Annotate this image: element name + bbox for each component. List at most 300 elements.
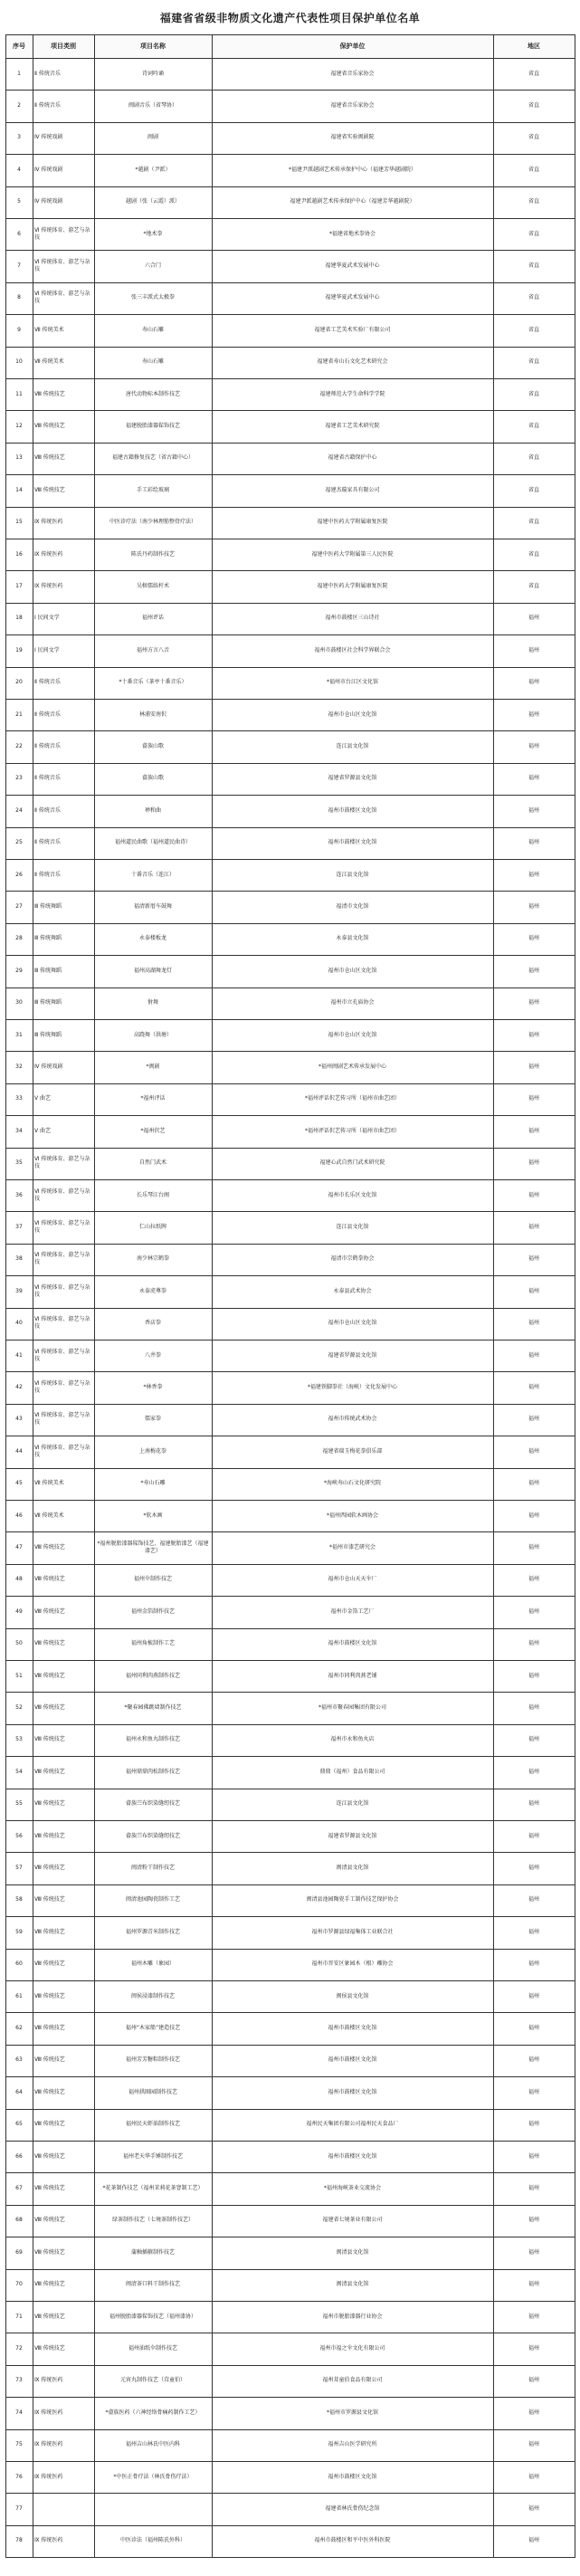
cell-category: Ⅷ 传统技艺 (34, 1800, 65, 1808)
cell-project-name: *闽剧 (146, 1064, 160, 1071)
cell-category: Ⅵ 传统体育、游艺与杂技 (34, 1156, 90, 1170)
cell-category: Ⅸ 传统医药 (34, 550, 63, 558)
cell-project-name: 越剧（张（云霞）派） (125, 198, 180, 205)
row-divider (5, 987, 575, 988)
cell-category: Ⅷ 传统技艺 (34, 1832, 65, 1839)
cell-protection-unit: 福州市鼓楼区文化馆 (328, 1640, 377, 1647)
cell-serial-number: 72 (15, 2345, 23, 2352)
cell-serial-number: 77 (15, 2505, 23, 2513)
cell-protection-unit: 福州市鼓楼区和平中医外科医院 (314, 2537, 391, 2544)
cell-protection-unit: 福建省罗源县文化馆 (328, 1351, 377, 1359)
row-divider (5, 1628, 575, 1629)
cell-project-name: 八井拳 (144, 1351, 161, 1359)
cell-serial-number: 25 (15, 839, 23, 846)
cell-category: Ⅴ 曲艺 (34, 1095, 52, 1102)
cell-category: Ⅷ 传统技艺 (34, 1896, 65, 1903)
cell-project-name: 福州罗源青米制作技艺 (125, 1928, 180, 1935)
cell-category: Ⅷ 传统技艺 (34, 2056, 65, 2064)
header-category: 项目类别 (33, 34, 94, 58)
row-divider (5, 1596, 575, 1597)
cell-serial-number: 9 (17, 326, 21, 333)
cell-project-name: *聚春园佛跳墙制作技艺 (124, 1704, 182, 1712)
cell-region: 省直 (528, 198, 539, 205)
cell-project-name: 畲族苎布织染缝纫技艺 (125, 1832, 180, 1839)
column-divider (493, 34, 494, 2557)
cell-serial-number: 45 (15, 1480, 23, 1487)
cell-category: Ⅶ 传统美术 (34, 358, 64, 366)
cell-serial-number: 30 (15, 999, 23, 1007)
cell-protection-unit: 永泰县武术协会 (333, 1287, 372, 1294)
cell-serial-number: 26 (15, 871, 23, 878)
cell-region: 福州 (528, 2505, 539, 2513)
cell-category: Ⅶ 传统美术 (34, 1512, 64, 1519)
cell-category: Ⅷ 传统技艺 (34, 2313, 65, 2320)
cell-protection-unit: 福州市鼓楼区三山诗社 (325, 615, 380, 622)
cell-serial-number: 38 (15, 1255, 23, 1263)
cell-serial-number: 12 (15, 423, 23, 430)
cell-category: Ⅱ 传统音乐 (34, 711, 61, 718)
cell-protection-unit: 福建中医药大学附属康复医院 (317, 583, 388, 590)
cell-serial-number: 71 (15, 2313, 23, 2320)
cell-protection-unit: *福州评话伬艺传习所（福州市曲艺团） (304, 1095, 400, 1102)
cell-region: 福州 (528, 1255, 539, 1263)
cell-category: Ⅷ 传统技艺 (34, 1672, 65, 1679)
cell-serial-number: 60 (15, 1961, 23, 1968)
row-divider (5, 2525, 575, 2526)
cell-serial-number: 66 (15, 2152, 23, 2160)
cell-project-name: 福州脱胎漆器髹饰技艺（福州漆协） (109, 2313, 196, 2320)
cell-region: 福州 (528, 1095, 539, 1102)
cell-category (33, 2493, 94, 2524)
cell-protection-unit: 福建心武自然门武术研究院 (319, 1159, 385, 1167)
cell-serial-number: 44 (15, 1447, 23, 1455)
cell-category: Ⅵ 传统体育、游艺与杂技 (34, 1412, 90, 1426)
cell-category: Ⅳ 传统戏剧 (34, 198, 63, 205)
cell-serial-number: 47 (15, 1544, 23, 1551)
cell-protection-unit: 福州市鼓楼区文化馆 (328, 2152, 377, 2160)
cell-protection-unit: 福建省实验闽剧院 (330, 134, 375, 141)
cell-category: Ⅱ 传统音乐 (34, 70, 61, 77)
cell-serial-number: 68 (15, 2217, 23, 2224)
column-divider (94, 34, 95, 2557)
cell-category: Ⅷ 传统技艺 (34, 2185, 65, 2192)
cell-category: Ⅵ 传统体育、游艺与杂技 (34, 1252, 90, 1266)
cell-project-name: 福州芳芳糖粽制作技艺 (125, 2056, 180, 2064)
cell-region: 福州 (528, 1640, 539, 1647)
cell-protection-unit: 福清市文化馆 (336, 903, 369, 911)
cell-region: 福州 (528, 2025, 539, 2032)
cell-serial-number: 57 (15, 1865, 23, 1872)
cell-serial-number: 41 (15, 1351, 23, 1359)
cell-region: 省直 (528, 230, 539, 237)
cell-protection-unit: 福州市鼓楼区文化馆 (328, 2025, 377, 2032)
cell-region: 福州 (528, 1031, 539, 1038)
cell-protection-unit: 福州茸童伯食品有限公司 (322, 2377, 383, 2384)
cell-protection-unit: *福州市台江区文化馆 (326, 679, 378, 686)
cell-protection-unit: 福州民天集团有限公司福州民天食品厂 (306, 2121, 399, 2128)
row-divider (5, 955, 575, 956)
cell-category: Ⅰ 民间文学 (34, 646, 60, 654)
row-divider (5, 443, 575, 444)
cell-protection-unit: 福州市同利肉燕老铺 (328, 1672, 377, 1679)
row-divider (5, 699, 575, 700)
cell-category: Ⅵ 传统体育、游艺与杂技 (34, 1444, 90, 1458)
cell-region: 省直 (528, 390, 539, 397)
cell-serial-number: 11 (15, 390, 23, 397)
cell-region: 省直 (528, 423, 539, 430)
cell-region: 福州 (528, 1064, 539, 1071)
cell-project-name: 唐代动物标本制作技艺 (125, 390, 180, 397)
row-divider (5, 1692, 575, 1693)
cell-project-name: 福州民天虾油制作技艺 (125, 2121, 180, 2128)
row-divider (5, 923, 575, 924)
cell-project-name: 南少林宗鹤拳 (136, 1255, 169, 1263)
cell-category: Ⅷ 传统技艺 (34, 2121, 65, 2128)
cell-region: 福州 (528, 2152, 539, 2160)
cell-project-name: 林浦安南伬 (138, 711, 166, 718)
cell-protection-unit: *海峡寿山石文化研究院 (323, 1480, 381, 1487)
cell-project-name: 蒲釉插箍制作技艺 (130, 2248, 175, 2256)
cell-region: 福州 (528, 935, 539, 942)
cell-protection-unit: 福州市传统武术协会 (328, 1416, 377, 1423)
cell-project-name: 畲族山歌 (141, 743, 164, 750)
cell-protection-unit: 福建师范大学生命科学学院 (319, 390, 385, 397)
cell-region: 福州 (528, 2056, 539, 2064)
cell-serial-number: 27 (15, 903, 23, 911)
cell-region: 福州 (528, 1512, 539, 1519)
cell-protection-unit: 福建尹派越剧艺术传承保护中心（福建芳华越剧院） (290, 198, 415, 205)
cell-protection-unit: *福建省地术拳协会 (328, 230, 376, 237)
row-divider (5, 2045, 575, 2046)
cell-serial-number: 31 (15, 1031, 23, 1038)
cell-protection-unit: *福州市漆艺研究会 (328, 1544, 376, 1551)
cell-protection-unit: 福州市金箔工艺厂 (330, 1608, 375, 1615)
cell-category: Ⅸ 传统医药 (34, 2473, 63, 2480)
row-divider (5, 2493, 575, 2494)
row-divider (5, 603, 575, 604)
cell-category: Ⅸ 传统医药 (34, 2537, 63, 2544)
cell-project-name: 福州高湖舞龙灯 (133, 967, 172, 974)
row-divider (5, 2012, 575, 2013)
cell-region: 福州 (528, 806, 539, 814)
cell-category: Ⅵ 传统体育、游艺与杂技 (34, 226, 90, 241)
cell-region: 福州 (528, 967, 539, 974)
cell-region: 福州 (528, 1287, 539, 1294)
cell-project-name: 福州评话 (141, 615, 164, 622)
cell-category: Ⅱ 传统音乐 (34, 775, 61, 782)
cell-category: Ⅵ 传统体育、游艺与杂技 (34, 1348, 90, 1362)
cell-serial-number: 24 (15, 806, 23, 814)
cell-serial-number: 51 (15, 1672, 23, 1679)
row-divider (5, 1179, 575, 1180)
cell-protection-unit: 福建中医药大学附属第三人民医院 (311, 550, 394, 558)
cell-region: 福州 (528, 1416, 539, 1423)
cell-project-name: 福州永和鱼丸制作技艺 (125, 1736, 180, 1743)
cell-protection-unit: *福建尹派越剧艺术传承保护中心（福建芳华越剧院） (288, 166, 416, 173)
cell-protection-unit: 福州市仓山区文化馆 (328, 1320, 377, 1327)
cell-protection-unit: 福建省工艺美术研究院 (325, 423, 380, 430)
cell-protection-unit: 鼎鼎（福州）食品有限公司 (319, 1768, 385, 1775)
cell-protection-unit: *福建铁脚拳社（海峡）文化发展中心 (307, 1384, 397, 1391)
row-divider (5, 1404, 575, 1405)
cell-serial-number: 6 (17, 230, 21, 237)
cell-serial-number: 13 (15, 454, 23, 462)
cell-serial-number: 33 (15, 1095, 23, 1102)
cell-category: Ⅸ 传统医药 (34, 2377, 63, 2384)
cell-category: Ⅷ 传统技艺 (34, 1992, 65, 1999)
cell-project-name: 仁山拉纸牌 (138, 1224, 166, 1231)
cell-serial-number: 55 (15, 1800, 23, 1808)
cell-region: 省直 (528, 166, 539, 173)
cell-category: Ⅷ 传统技艺 (34, 2025, 65, 2032)
cell-project-name: 永泰楼板龙 (138, 935, 166, 942)
cell-region: 福州 (528, 1865, 539, 1872)
cell-project-name: 福清新厝车鼓舞 (133, 903, 172, 911)
cell-region: 福州 (528, 839, 539, 846)
cell-project-name: 吴榕儒练杆术 (136, 583, 169, 590)
cell-project-name: 福州方言八音 (136, 646, 169, 654)
cell-project-name (94, 2493, 212, 2524)
cell-protection-unit: *福州海峡茶业交流协会 (323, 2185, 381, 2192)
cell-serial-number: 1 (17, 70, 21, 77)
cell-serial-number: 17 (15, 583, 23, 590)
cell-project-name: 绿茶制作技艺（七境茶制作技艺） (111, 2217, 194, 2224)
cell-category: Ⅷ 传统技艺 (34, 1704, 65, 1712)
cell-region: 福州 (528, 1608, 539, 1615)
cell-category: Ⅷ 传统技艺 (34, 1961, 65, 1968)
cell-serial-number: 3 (17, 134, 21, 141)
cell-region: 福州 (528, 2409, 539, 2416)
cell-project-name: 佾舞 (147, 999, 158, 1007)
cell-project-name: 手工彩绘玻璃 (136, 486, 169, 493)
cell-serial-number: 65 (15, 2121, 23, 2128)
cell-protection-unit: 福州市仓山区文化馆 (328, 711, 377, 718)
cell-serial-number: 56 (15, 1832, 23, 1839)
cell-project-name: *福州伬艺 (140, 1127, 166, 1134)
cell-category: Ⅸ 传统医药 (34, 2409, 63, 2416)
cell-region: 福州 (528, 2281, 539, 2288)
cell-category: Ⅲ 传统舞蹈 (34, 967, 62, 974)
cell-category: Ⅷ 传统技艺 (34, 2152, 65, 2160)
cell-serial-number: 43 (15, 1416, 23, 1423)
cell-category: Ⅷ 传统技艺 (34, 1544, 65, 1551)
cell-project-name: 闽剧音乐（省琴协） (128, 102, 177, 110)
cell-category: Ⅱ 传统音乐 (34, 839, 61, 846)
cell-project-name: 中医诊法（福州陈氏外科） (119, 2537, 185, 2544)
row-divider (5, 250, 575, 251)
cell-region: 福州 (528, 711, 539, 718)
cell-category: Ⅳ 传统戏剧 (34, 134, 63, 141)
cell-category: Ⅷ 传统技艺 (34, 2345, 65, 2352)
row-divider (5, 186, 575, 187)
cell-region: 福州 (528, 2441, 539, 2448)
row-divider (5, 827, 575, 828)
column-divider (5, 34, 6, 2557)
cell-protection-unit: *福州市罗源县文化馆 (326, 2409, 378, 2416)
cell-serial-number: 54 (15, 1768, 23, 1775)
row-divider (5, 1051, 575, 1052)
cell-region: 福州 (528, 1896, 539, 1903)
cell-project-name: *十番音乐（茶亭十番音乐） (119, 679, 187, 686)
row-divider (5, 378, 575, 379)
row-divider (5, 859, 575, 860)
cell-category: Ⅵ 传统体育、游艺与杂技 (34, 1283, 90, 1298)
cell-region: 福州 (528, 2473, 539, 2480)
cell-category: Ⅵ 传统体育、游艺与杂技 (34, 291, 90, 305)
row-divider (5, 1949, 575, 1950)
cell-project-name: *中医正骨疗法（林氏骨伤疗法） (113, 2473, 193, 2480)
cell-project-name: 中医诊疗法（南少林理筋整骨疗法） (109, 519, 196, 526)
cell-serial-number: 73 (15, 2377, 23, 2384)
cell-category: Ⅵ 传统体育、游艺与杂技 (34, 1316, 90, 1331)
header-project-name: 项目名称 (94, 34, 212, 58)
cell-region: 福州 (528, 1736, 539, 1743)
cell-protection-unit: 福建省林氏骨伤纪念馆 (325, 2505, 380, 2513)
row-divider (5, 1564, 575, 1565)
row-divider (5, 795, 575, 796)
cell-protection-unit: 福建省罗源县文化馆 (328, 1832, 377, 1839)
cell-project-name: 福州同利肉燕制作技艺 (125, 1672, 180, 1679)
row-divider (5, 2365, 575, 2366)
cell-project-name: 闽侯浸漆制作技艺 (130, 1992, 175, 1999)
cell-serial-number: 58 (15, 1896, 23, 1903)
cell-region: 福州 (528, 1672, 539, 1679)
row-divider (5, 1500, 575, 1501)
cell-category: Ⅱ 传统音乐 (34, 871, 61, 878)
cell-protection-unit: 福建省音乐家协会 (330, 102, 375, 110)
row-divider (5, 730, 575, 731)
cell-project-name: 福州油纸伞制作技艺 (128, 2345, 177, 2352)
row-divider (5, 282, 575, 283)
row-divider (5, 2076, 575, 2077)
cell-serial-number: 22 (15, 743, 23, 750)
cell-region: 省直 (528, 134, 539, 141)
column-divider (212, 34, 213, 2557)
cell-protection-unit: 连江县文化馆 (336, 871, 369, 878)
cell-category: Ⅲ 传统舞蹈 (34, 903, 62, 911)
row-divider (5, 2429, 575, 2430)
cell-project-name: 张三丰派式太极拳 (130, 294, 175, 301)
cell-project-name: *地术拳 (143, 230, 163, 237)
cell-project-name: 陈氏丹药制作技艺 (130, 550, 175, 558)
cell-project-name: *花茶制作技艺（福州茉莉花茶窨制工艺） (102, 2185, 204, 2192)
row-divider (5, 1115, 575, 1116)
row-divider (5, 1916, 575, 1917)
cell-category: Ⅸ 传统医药 (34, 2441, 63, 2448)
cell-serial-number: 20 (15, 679, 23, 686)
cell-category: Ⅶ 传统美术 (34, 326, 64, 333)
cell-category: Ⅴ 曲艺 (34, 1127, 52, 1134)
cell-category: Ⅷ 传统技艺 (34, 454, 65, 462)
row-divider (5, 1468, 575, 1469)
row-divider (5, 1275, 575, 1276)
cell-category: Ⅷ 传统技艺 (34, 1736, 65, 1743)
row-divider (5, 1884, 575, 1885)
cell-region: 省直 (528, 486, 539, 493)
cell-region: 省直 (528, 358, 539, 366)
cell-serial-number: 75 (15, 2441, 23, 2448)
cell-protection-unit: *福州西园软木画协会 (326, 1512, 378, 1519)
cell-region: 福州 (528, 903, 539, 911)
cell-region: 省直 (528, 326, 539, 333)
cell-serial-number: 21 (15, 711, 23, 718)
cell-serial-number: 4 (17, 166, 21, 173)
cell-protection-unit: *福州市聚春园集团有限公司 (318, 1704, 386, 1712)
row-divider (5, 667, 575, 668)
cell-region: 省直 (528, 583, 539, 590)
cell-region: 福州 (528, 1576, 539, 1583)
cell-serial-number: 35 (15, 1159, 23, 1167)
cell-region: 省直 (528, 70, 539, 77)
cell-project-name: 上南梅花拳 (138, 1447, 166, 1455)
cell-project-name: 福州吉山林氏中医内科 (125, 2441, 180, 2448)
cell-region: 福州 (528, 1992, 539, 1999)
cell-region: 福州 (528, 775, 539, 782)
row-divider (5, 1148, 575, 1149)
cell-category: Ⅶ 传统美术 (34, 1480, 64, 1487)
row-divider (5, 1724, 575, 1725)
cell-region: 福州 (528, 679, 539, 686)
cell-category: Ⅳ 传统戏剧 (34, 1064, 63, 1071)
cell-region: 福州 (528, 1320, 539, 1327)
cell-protection-unit: 闽侯县文化馆 (336, 1992, 369, 1999)
cell-project-name: 香店拳 (144, 1320, 161, 1327)
cell-protection-unit: 闽清县文化馆 (336, 1865, 369, 1872)
cell-project-name: 畲族苎布织染缝纫技艺 (125, 1800, 180, 1808)
cell-category: Ⅱ 传统音乐 (34, 806, 61, 814)
cell-region: 福州 (528, 743, 539, 750)
cell-protection-unit: 连江县文化馆 (336, 1800, 369, 1808)
cell-serial-number: 2 (17, 102, 21, 110)
cell-protection-unit: 福州市仓山区文化馆 (328, 1031, 377, 1038)
cell-serial-number: 39 (15, 1287, 23, 1294)
cell-project-name: 福州角梳制作工艺 (130, 1640, 175, 1647)
cell-region: 福州 (528, 1447, 539, 1455)
cell-serial-number: 76 (15, 2473, 23, 2480)
cell-protection-unit: 福州市永和鱼丸店 (330, 1736, 375, 1743)
cell-protection-unit: 福州市脱胎漆器行业协会 (322, 2313, 383, 2320)
row-divider (5, 1660, 575, 1661)
row-divider (5, 2141, 575, 2142)
cell-serial-number: 15 (15, 519, 23, 526)
cell-serial-number: 37 (15, 1224, 23, 1231)
cell-category: Ⅷ 传统技艺 (34, 2248, 65, 2256)
cell-project-name: 福建脱胎漆器髹饰技艺 (125, 423, 180, 430)
cell-protection-unit: 闽清县文化馆 (336, 2248, 369, 2256)
cell-project-name: 福州鼎鼎肉松制作技艺 (125, 1768, 180, 1775)
row-divider (5, 1308, 575, 1309)
cell-region: 省直 (528, 262, 539, 270)
cell-region: 福州 (528, 1961, 539, 1968)
cell-region: 福州 (528, 871, 539, 878)
cell-region: 福州 (528, 1832, 539, 1839)
cell-project-name: 福州木雕（象园） (130, 1961, 175, 1968)
cell-protection-unit: 福州市鼓楼区文化馆 (328, 2056, 377, 2064)
cell-category: Ⅷ 传统技艺 (34, 1608, 65, 1615)
cell-project-name: 永泰虎尊拳 (138, 1287, 166, 1294)
cell-region: 福州 (528, 1800, 539, 1808)
cell-protection-unit: 福州市仓山区文化馆 (328, 967, 377, 974)
cell-project-name: 禅和曲 (144, 806, 161, 814)
cell-region: 福州 (528, 1224, 539, 1231)
cell-serial-number: 49 (15, 1608, 23, 1615)
cell-project-name: *畲族医药（六神经络骨痛药制作工艺） (105, 2409, 201, 2416)
row-divider (5, 1211, 575, 1212)
cell-protection-unit: 福建省罗源县文化馆 (328, 775, 377, 782)
cell-serial-number: 70 (15, 2281, 23, 2288)
cell-serial-number: 16 (15, 550, 23, 558)
cell-region: 福州 (528, 2313, 539, 2320)
